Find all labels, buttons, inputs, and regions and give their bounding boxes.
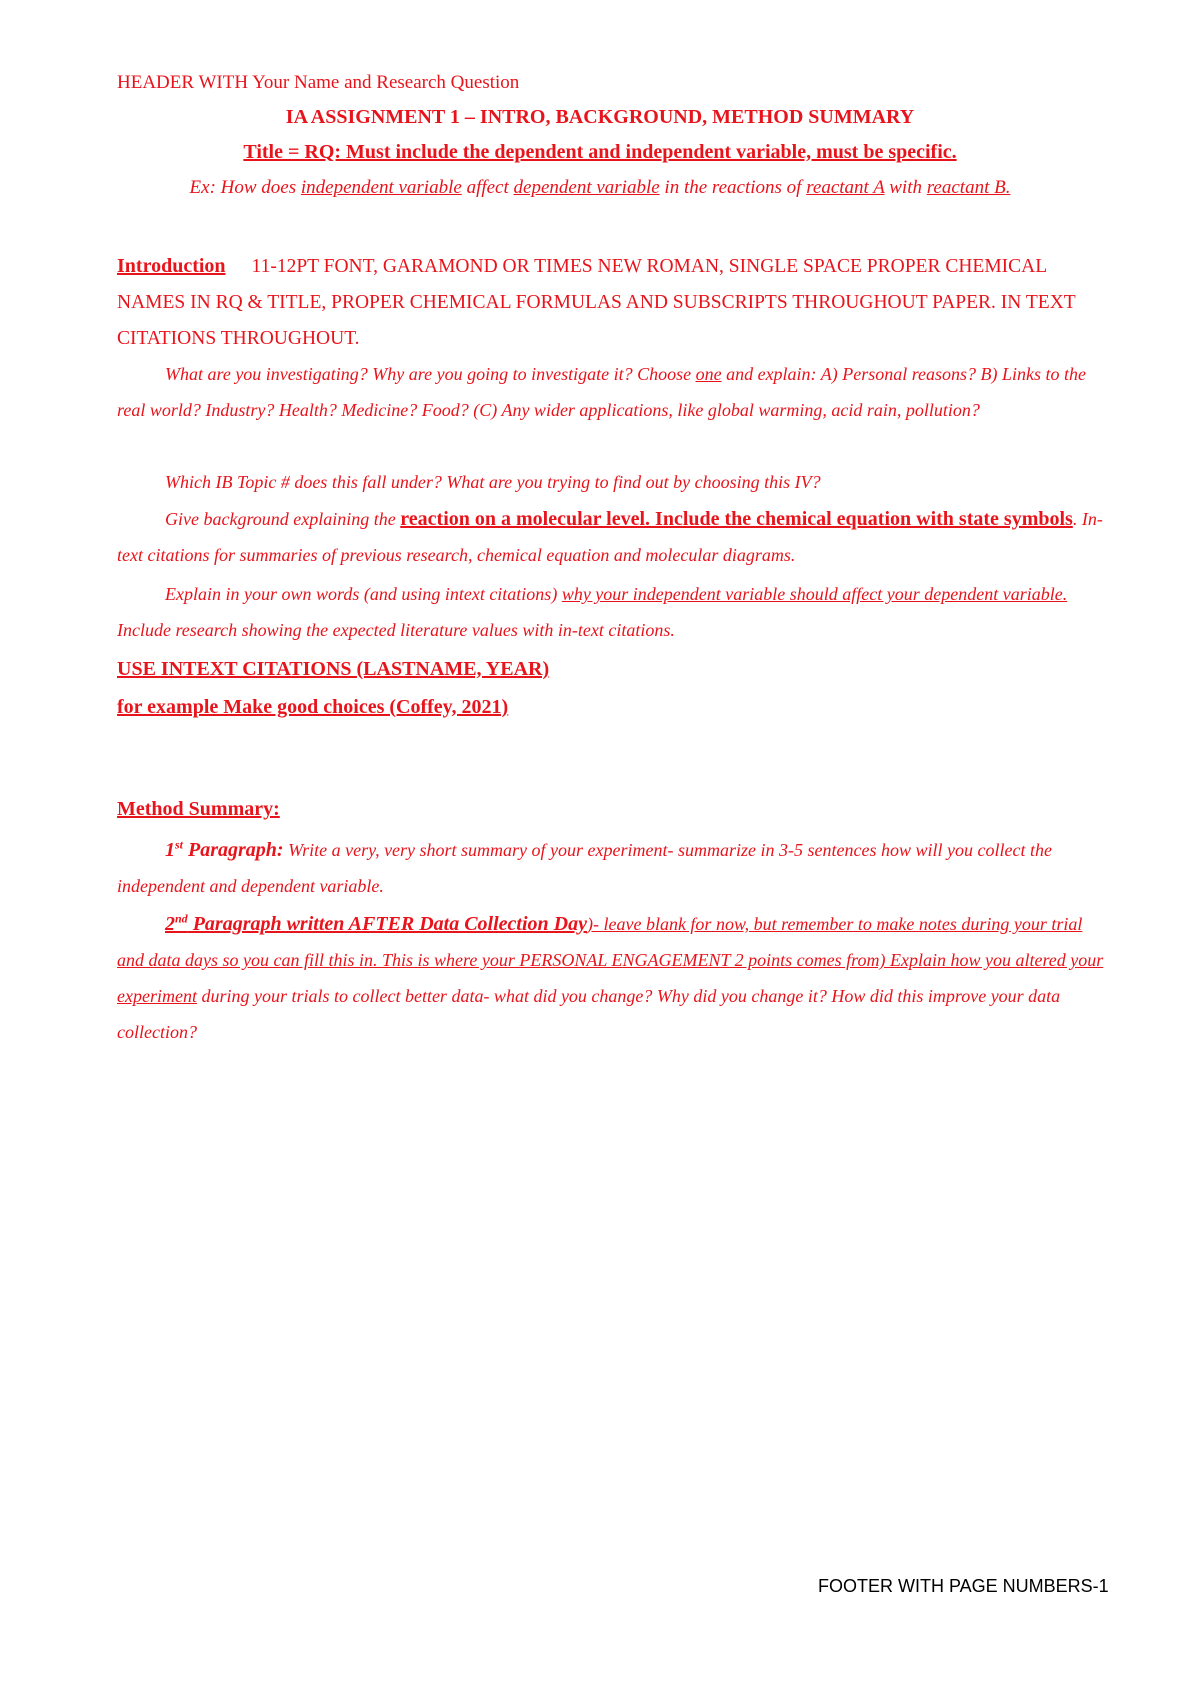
- rq-example-text: in the reactions of: [659, 177, 807, 198]
- rq-example-reactant-a: reactant A: [806, 177, 885, 198]
- citation-rule-block: [117, 650, 585, 726]
- introduction-format-block: [117, 248, 1107, 357]
- rq-example: [0, 177, 1200, 199]
- method-p1-label: [165, 839, 284, 861]
- method-p2-underlined: )- leave blank for now, but remember to make notes during your trial and data days so you can fill this in. This is where your PERSONAL ENGAGEMENT 2 points comes from) Explain how you altered your experiment: [117, 914, 1104, 1006]
- introduction-format-note: 11-12PT FONT, GARAMOND OR TIMES NEW ROMAN, SINGLE SPACE PROPER CHEMICAL NAMES IN RQ & TITLE, PROPER CHEMICAL FORMULAS AND SUBSCRIPTS THROUGHOUT PAPER. IN TEXT CITATIONS THROUGHOUT.: [117, 256, 1076, 349]
- intro-p3-text: . In-text citations for summaries of previous research, chemical equation and molecular diagrams.: [117, 509, 1103, 565]
- method-p2-num: 2: [165, 913, 175, 935]
- method-summary-heading: Method Summary:: [117, 798, 280, 820]
- intro-paragraph-2: Which IB Topic # does this fall under? What are you trying to find out by choosing this IV?: [165, 472, 821, 492]
- citation-rule-text: USE INTEXT CITATIONS (LASTNAME, YEAR): [117, 658, 550, 680]
- method-paragraph-2: [117, 906, 1107, 1050]
- method-p1-label-text: Paragraph:: [183, 839, 284, 861]
- rq-example-text: affect: [461, 177, 514, 198]
- method-p2-sup: nd: [175, 911, 188, 926]
- intro-p1-one: one: [695, 364, 722, 384]
- intro-p3-bold: reaction on a molecular level. Include the chemical equation with state symbols: [400, 508, 1073, 530]
- rq-example-iv: independent variable: [300, 177, 462, 198]
- rq-example-dv: dependent variable: [513, 177, 660, 198]
- introduction-heading: Introduction: [117, 255, 226, 277]
- method-p1-sup: st: [175, 837, 184, 852]
- rq-example-text: Ex: How does: [189, 177, 301, 198]
- intro-p1-text: and explain: A) Personal reasons? B) Links to the real world? Industry? Health? Medicine? Food? (C) Any wider applications, like global warming, acid rain, pollution?: [117, 364, 1087, 420]
- assignment-title: IA ASSIGNMENT 1 – INTRO, BACKGROUND, METHOD SUMMARY: [285, 106, 915, 128]
- method-p2-label-text: Paragraph written AFTER Data Collection Day: [187, 913, 587, 935]
- rq-example-text: with: [884, 177, 927, 198]
- method-p2-label: [165, 913, 587, 935]
- intro-paragraph-4: [117, 576, 1107, 648]
- intro-p3-text: Give background explaining the: [165, 509, 401, 529]
- rq-example-reactant-b: reactant B.: [926, 177, 1011, 198]
- intro-p4-text: Include research showing the expected literature values with in-text citations.: [117, 620, 675, 640]
- header-placeholder: HEADER WITH Your Name and Research Question: [117, 72, 520, 93]
- method-p1-num: 1: [165, 839, 175, 861]
- footer-placeholder: FOOTER WITH PAGE NUMBERS-1: [818, 1576, 1109, 1596]
- intro-p1-text: What are you investigating? Why are you going to investigate it? Choose: [165, 364, 696, 384]
- intro-p4-text: Explain in your own words (and using intext citations): [165, 584, 562, 604]
- intro-paragraph-3: [117, 501, 1107, 573]
- citation-rule: [117, 650, 585, 688]
- method-p1-text: Write a very, very short summary of your experiment- summarize in 3-5 sentences how will you collect the independent and dependent variable.: [117, 840, 1052, 896]
- rq-title-rule: Title = RQ: Must include the dependent and independent variable, must be specific.: [243, 141, 957, 163]
- method-paragraph-1: [117, 832, 1107, 904]
- intro-p4-underlined: why your independent variable should affect your dependent variable.: [561, 584, 1068, 604]
- method-p2-text: during your trials to collect better data- what did you change? Why did you change it? How did this improve your data collection?: [117, 986, 1061, 1042]
- intro-paragraph-1: [117, 356, 1107, 428]
- citation-example: for example Make good choices (Coffey, 2021): [117, 696, 509, 718]
